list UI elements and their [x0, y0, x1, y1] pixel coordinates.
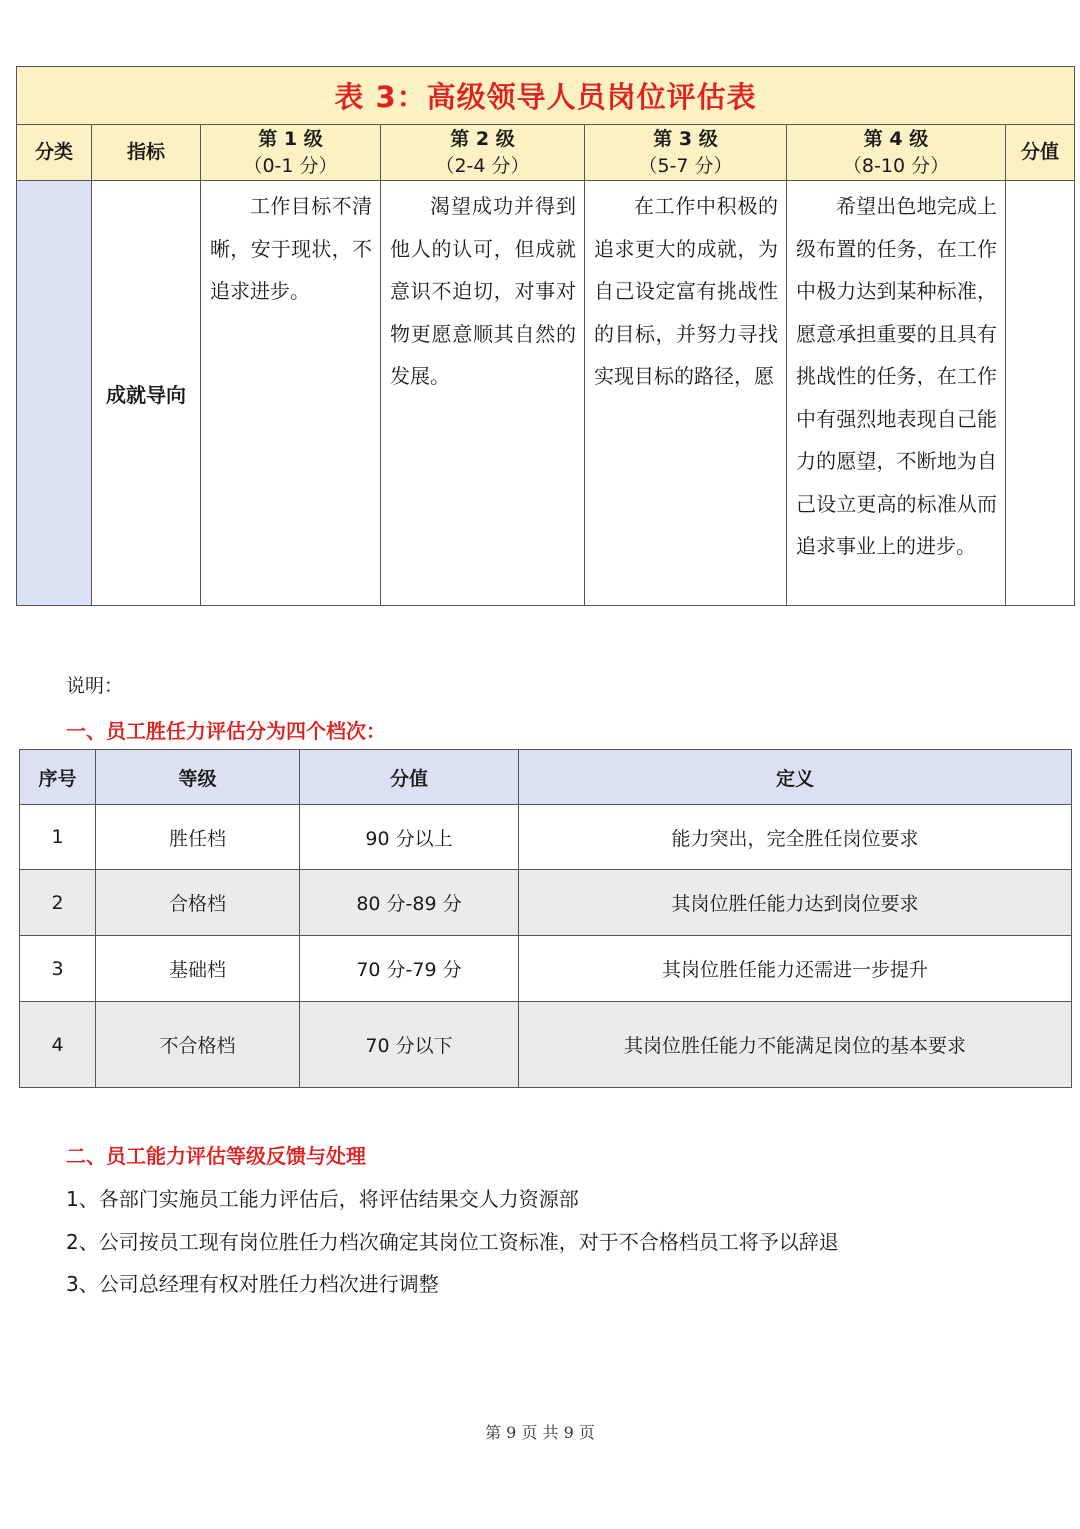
row-score: 90 分以上 — [300, 805, 519, 870]
list-item: 3、公司总经理有权对胜任力档次进行调整 — [66, 1272, 439, 1296]
section-2-title: 二、员工能力评估等级反馈与处理 — [66, 1144, 366, 1168]
row-grade: 基础档 — [96, 936, 300, 1002]
row-definition: 能力突出，完全胜任岗位要求 — [519, 805, 1072, 870]
header-no: 序号 — [20, 750, 96, 805]
header-grade: 等级 — [96, 750, 300, 805]
table-row — [20, 805, 1072, 870]
note-label: 说明： — [66, 675, 124, 697]
list-item: 1、各部门实施员工能力评估后，将评估结果交人力资源部 — [66, 1187, 579, 1211]
list-item: 2、公司按员工现有岗位胜任力档次确定其岗位工资标准，对于不合格档员工将予以辞退 — [66, 1230, 839, 1254]
table-title: 表 3：高级领导人员岗位评估表 — [17, 67, 1075, 125]
row-definition: 其岗位胜任能力不能满足岗位的基本要求 — [519, 1002, 1072, 1088]
header-level-2 — [381, 125, 585, 181]
evaluation-table — [16, 66, 1075, 606]
header-category: 分类 — [17, 125, 92, 181]
level-score: （2-4 分） — [435, 154, 530, 177]
row-grade: 不合格档 — [96, 1002, 300, 1088]
table-header-row — [17, 125, 1075, 181]
header-level-1 — [201, 125, 381, 181]
row-no: 1 — [20, 805, 96, 870]
indicator-cell: 成就导向 — [92, 181, 201, 606]
competency-table — [19, 749, 1072, 1088]
row-no: 3 — [20, 936, 96, 1002]
level-4-description — [787, 181, 1006, 606]
page-footer: 第 9 页 共 9 页 — [485, 1423, 595, 1442]
level-1-description — [201, 181, 381, 606]
header-value: 分值 — [1006, 125, 1075, 181]
header-score: 分值 — [300, 750, 519, 805]
row-score: 80 分-89 分 — [300, 870, 519, 936]
table-row — [20, 1002, 1072, 1088]
row-definition: 其岗位胜任能力还需进一步提升 — [519, 936, 1072, 1002]
header-definition: 定义 — [519, 750, 1072, 805]
table-row — [20, 936, 1072, 1002]
level-3-description — [585, 181, 787, 606]
description-text: 在工作中积极的追求更大的成就，为自己设定富有挑战性的目标，并努力寻找实现目标的路径，愿 — [594, 194, 778, 388]
level-score: （5-7 分） — [638, 154, 733, 177]
row-no: 4 — [20, 1002, 96, 1088]
row-score: 70 分以下 — [300, 1002, 519, 1088]
level-score: （8-10 分） — [842, 154, 950, 177]
level-2-description — [381, 181, 585, 606]
category-cell — [17, 181, 92, 606]
section-1-title: 一、员工胜任力评估分为四个档次： — [66, 719, 386, 743]
description-text: 渴望成功并得到他人的认可，但成就意识不迫切，对事对物更愿意顺其自然的发展。 — [390, 194, 576, 388]
row-no: 2 — [20, 870, 96, 936]
level-name: 第 2 级 — [450, 127, 515, 150]
value-cell — [1006, 181, 1075, 606]
level-name: 第 1 级 — [258, 127, 323, 150]
table-header-row — [20, 750, 1072, 805]
description-text: 希望出色地完成上级布置的任务，在工作中极力达到某种标准，愿意承担重要的且具有挑战性的任务，在工作中有强烈地表现自己能力的愿望，不断地为自己设立更高的标准从而追求事业上的进步。 — [796, 194, 997, 558]
row-score: 70 分-79 分 — [300, 936, 519, 1002]
level-name: 第 4 级 — [863, 127, 929, 150]
table-row — [17, 181, 1075, 606]
header-level-3 — [585, 125, 787, 181]
row-definition: 其岗位胜任能力达到岗位要求 — [519, 870, 1072, 936]
header-level-4 — [787, 125, 1006, 181]
row-grade: 合格档 — [96, 870, 300, 936]
header-indicator: 指标 — [92, 125, 201, 181]
level-name: 第 3 级 — [653, 127, 718, 150]
row-grade: 胜任档 — [96, 805, 300, 870]
level-score: （0-1 分） — [243, 154, 338, 177]
table-row — [20, 870, 1072, 936]
description-text: 工作目标不清晰，安于现状，不追求进步。 — [210, 194, 372, 303]
